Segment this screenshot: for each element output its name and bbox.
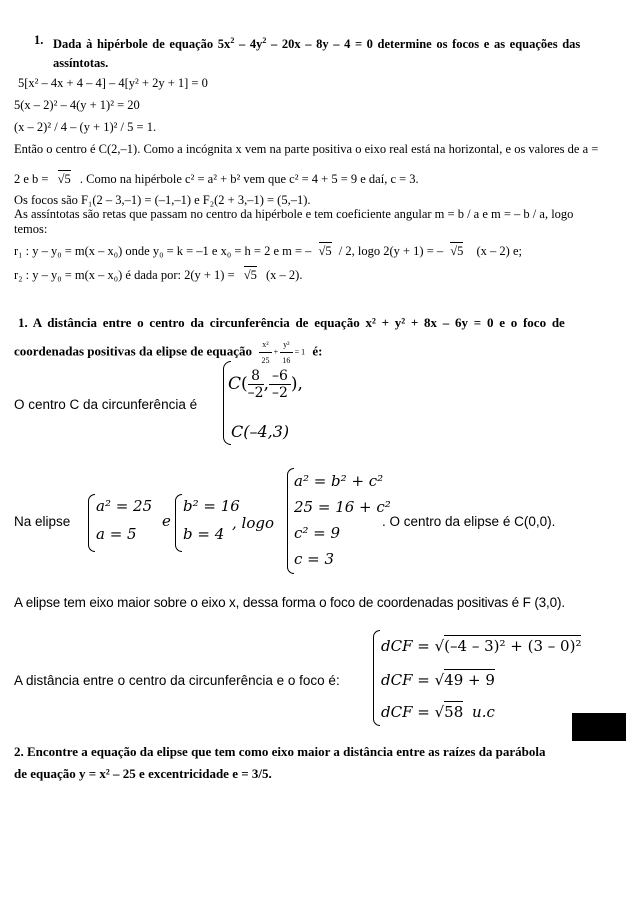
step-line: Os focos são F₁(2 – 3,–1) = (–1,–1) e F₂(2 + 3,–1) = (5,–1). [14,193,311,207]
ellipse-center: . O centro da elipse é C(0,0). [382,514,556,529]
problem-3-line1: 2. Encontre a equação da elipse que tem como eixo maior a distância entre as raízes da parábola [14,744,546,759]
asymptote-r2 [14,268,302,283]
center-expression: C( $\frac{8}{-2}$ , $\frac{-6}{-2}$ ), [228,368,303,401]
sqrt-sign: √ [434,637,445,655]
distance-result [381,703,495,721]
brace [373,630,380,726]
ellipse-a: a = 5 [96,525,137,543]
center-label: O centro C da circunferência é [14,397,198,412]
step-line: 5(x – 2)² – 4(y + 1)² = 20 [14,98,140,112]
frac-den: –2 [271,385,288,401]
ellipse-b: b = 4 [183,525,225,543]
step-line [14,172,419,187]
radicand: 58 [444,703,464,721]
text-part: r₁ : y – y₀ = m(x – x₀) onde y₀ = k = –1 e x₀ = h = 2 e m = – [14,244,312,258]
c-squared: c² = 9 [294,524,341,542]
radicand: (–4 – 3)² + (3 – 0)² [444,637,582,655]
inline-den: 25 [261,356,270,365]
text-part: é: [312,343,323,359]
step-line: Então o centro é C(2,–1). Como a incógnita x vem na parte positiva o eixo real está na horizontal, e os valores de a = [14,142,599,156]
prompt-part: – 20x – 8y – 4 = 0 determine os focos e as equações das [266,37,581,52]
lhs: dCF = [381,637,430,655]
unit: u.c [472,703,495,721]
text-part: r₂ : y – y₀ = m(x – x₀) é dada por: 2(y + 1) = [14,268,235,282]
text-part: / 2, logo 2(y + 1) = – [338,244,444,258]
text-part: (x – 2) e; [476,244,522,258]
frac-num: 8 [248,368,264,385]
ellipse-label: Na elipse [14,514,71,529]
inline-ellipse-equation [259,337,305,368]
ellipse-a2: a² = 25 [96,497,153,515]
inline-num: y² [280,337,292,353]
plus-sign: + [273,347,279,357]
center-var: C [228,374,242,394]
inline-frac [280,337,292,368]
asymptote-r1 [14,244,522,259]
distance-step [381,671,495,689]
connector-e: e [162,512,171,530]
problem-3-line2: de equação y = x² – 25 e excentricidade e = 3/5. [14,766,272,781]
prompt-part: – 4y [234,37,263,52]
step-line: (x – 2)² / 4 – (y + 1)² / 5 = 1. [14,120,157,134]
radicand: 49 + 9 [444,671,495,689]
text-part: 2 e b = [14,172,49,186]
step-line: 5[x² – 4x + 4 – 4] – 4[y² + 2y + 1] = 0 [18,76,208,90]
root-five: √5 [57,172,71,186]
distance-label: A distância entre o centro da circunferência e o foco é: [14,673,340,688]
text-part: coordenadas positivas da elipse de equação [14,343,252,359]
frac [248,368,264,401]
sqrt-sign: √ [434,671,445,689]
frac-den: –2 [247,385,264,401]
inline-frac [259,337,271,368]
frac [269,368,291,401]
prompt-sup: 2 [230,36,235,45]
inline-den: 16 [282,356,291,365]
pythag-substitution: 25 = 16 + c² [294,498,391,516]
text-part: . Como na hipérbole c² = a² + b² vem que c² = 4 + 5 = 9 e daí, c = 3. [79,172,419,186]
lhs: dCF = [381,703,430,721]
problem-2-line1: 1. A distância entre o centro da circunferência de equação x² + y² + 8x – 6y = 0 e o foco de [18,315,565,330]
prompt-sup: 2 [262,36,267,45]
brace [287,468,294,574]
equals-one: = 1 [294,347,306,357]
step-line: temos: [14,222,48,236]
focus-statement: A elipse tem eixo maior sobre o eixo x, dessa forma o foco de coordenadas positivas é F (3,0). [14,595,565,610]
sqrt-sign: √ [434,703,445,721]
black-box [572,713,626,741]
c-value: c = 3 [294,550,335,568]
pythag-relation: a² = b² + c² [294,472,384,490]
ellipse-b2: b² = 16 [183,497,240,515]
root-five: √5 [318,244,332,258]
brace [88,494,95,552]
root-five: √5 [450,244,464,258]
problem-statement [53,33,580,52]
problem-statement-cont: assíntotas. [53,56,109,70]
prompt-part: Dada à hipérbole de equação 5x [53,37,231,52]
problem-number: 1. [34,33,44,47]
text-part: (x – 2). [266,268,303,282]
frac-num: –6 [269,368,291,385]
brace [175,494,182,552]
problem-2-line2 [14,337,322,368]
distance-formula [381,637,581,655]
lhs: dCF = [381,671,430,689]
step-line: As assíntotas são retas que passam no centro da hipérbole e tem coeficiente angular m = b / a e m = – b / a, logo [14,207,574,221]
connector-logo: , logo [232,514,274,532]
center-result: C(–4,3) [231,422,290,441]
inline-num: x² [259,337,271,353]
root-five: √5 [243,268,257,282]
